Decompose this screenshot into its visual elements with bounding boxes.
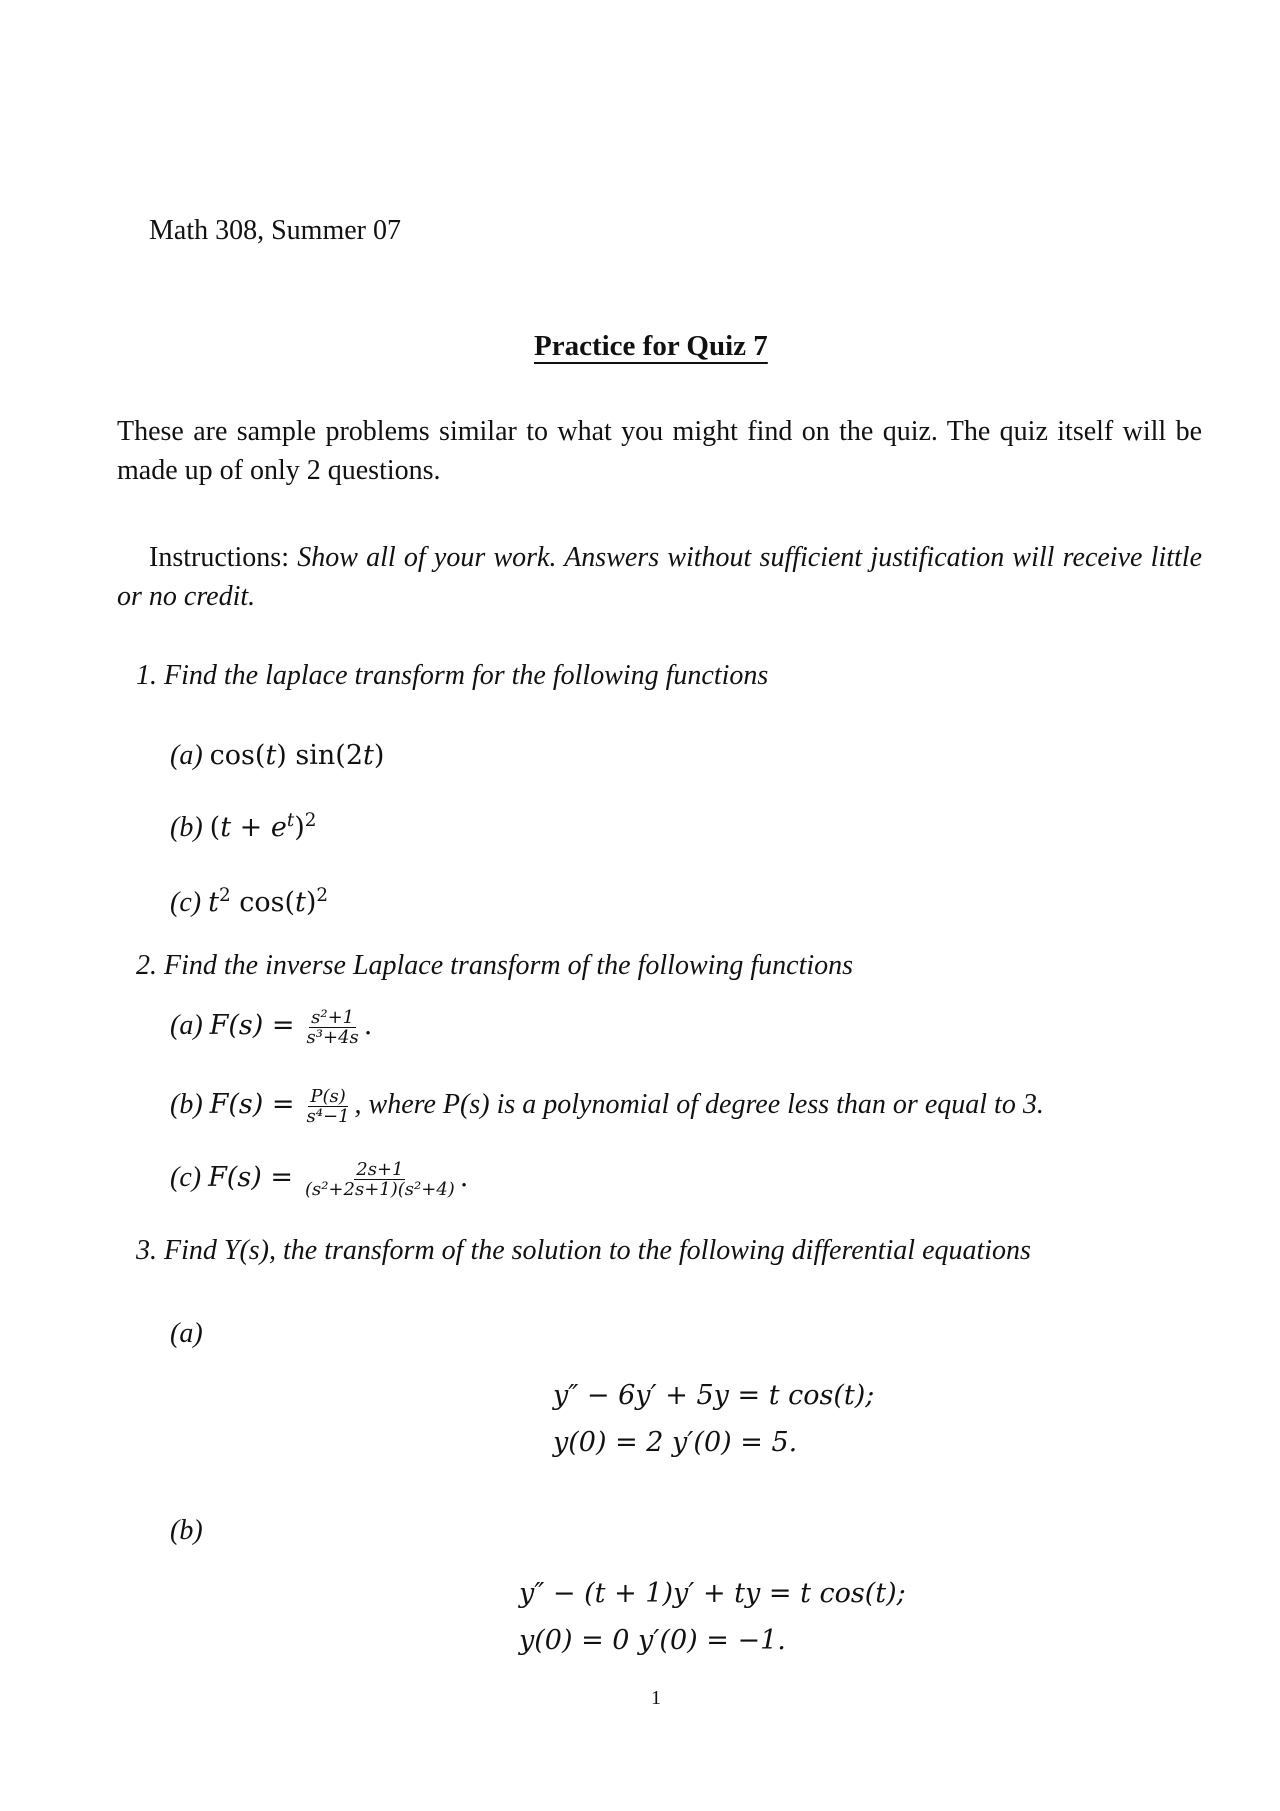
instructions-paragraph xyxy=(117,538,1202,616)
instructions-text: Show all of your work. Answers without sufficient justification will receive little or no credit. xyxy=(117,542,1202,612)
page-number: 1 xyxy=(651,1687,661,1709)
question-prompt: Find the inverse Laplace transform of the following functions xyxy=(164,950,854,981)
q2-part-a xyxy=(170,1008,372,1047)
q2c-tail: . xyxy=(459,1161,469,1193)
q2a-lhs: F(s) = xyxy=(209,1009,295,1041)
question-number: 1. xyxy=(136,660,157,691)
part-label: (c) xyxy=(170,887,202,918)
part-label: (b) xyxy=(170,1088,203,1120)
part-label: (a) xyxy=(170,740,203,771)
q3b-line2: y(0) = 0 y′(0) = −1. xyxy=(519,1625,786,1656)
q2b-lhs: F(s) = xyxy=(209,1088,295,1120)
question-number: 2. xyxy=(136,950,157,981)
q1-part-b xyxy=(170,810,316,844)
question-number: 3. xyxy=(136,1235,157,1266)
question-prompt: Find the laplace transform for the following functions xyxy=(164,660,769,691)
question-1 xyxy=(136,660,768,692)
q1c-expression: $t^2$ $\cos(t)^2$ xyxy=(208,885,329,918)
question-2 xyxy=(136,950,853,982)
page-title: Practice for Quiz 7 xyxy=(534,330,768,362)
numerator: 2s+1 xyxy=(356,1159,404,1180)
q2c-lhs: F(s) = xyxy=(208,1161,293,1193)
intro-paragraph: These are sample problems similar to what you might find on the quiz. The quiz itself will be made up of only 2 questions. xyxy=(117,416,1202,486)
q2b-fraction xyxy=(305,1087,352,1126)
denominator: s³+4s xyxy=(306,1027,359,1048)
instructions-label: Instructions: xyxy=(149,542,289,573)
q2-part-b xyxy=(170,1087,1044,1126)
q1a-expression: cos(t) sin(2t) xyxy=(209,740,385,771)
q2-part-c xyxy=(170,1160,468,1199)
course-header: Math 308, Summer 07 xyxy=(149,215,401,246)
denominator: s⁴−1 xyxy=(306,1106,350,1127)
q3-part-b-label: (b) xyxy=(170,1515,203,1546)
part-label: (c) xyxy=(170,1161,202,1193)
q3a-line2: y(0) = 2 y′(0) = 5. xyxy=(553,1427,798,1458)
question-prompt: Find Y(s), the transform of the solution to the following differential equations xyxy=(164,1235,1031,1266)
q3a-equation xyxy=(553,1372,874,1466)
q1-part-c xyxy=(170,885,328,919)
numerator: s²+1 xyxy=(311,1007,355,1028)
q3b-equation xyxy=(519,1570,906,1664)
part-label: (a) xyxy=(170,1009,203,1041)
q1-part-a xyxy=(170,740,384,772)
q3b-line1: y″ − (t + 1)y′ + ty = t cos(t); xyxy=(519,1578,906,1609)
denominator: (s²+2s+1)(s²+4) xyxy=(304,1179,455,1200)
q3-part-a-label: (a) xyxy=(170,1318,203,1349)
q2c-fraction xyxy=(303,1160,457,1199)
q2b-tail: , where P(s) is a polynomial of degree less than or equal to 3. xyxy=(354,1088,1044,1120)
numerator: P(s) xyxy=(310,1086,346,1107)
part-label: (b) xyxy=(170,812,203,843)
question-3 xyxy=(136,1235,1031,1267)
q2a-tail: . xyxy=(363,1009,373,1041)
q2a-fraction xyxy=(305,1008,361,1047)
q1b-expression: $(t + e^t)^2$ xyxy=(209,810,317,843)
q3a-line1: y″ − 6y′ + 5y = t cos(t); xyxy=(553,1380,875,1411)
